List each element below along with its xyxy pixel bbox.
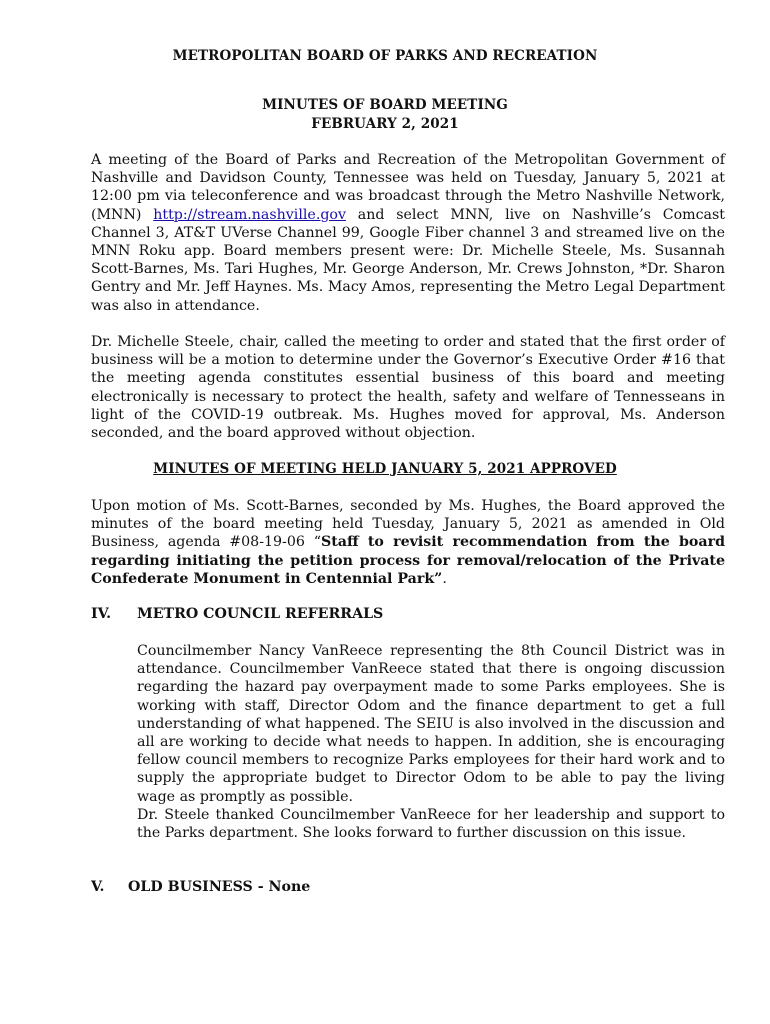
minutes-bold-text: Staff to revisit recommendation from the board regarding initiating the petition process for removal/relocation of the Private Confederate Monument in Centennial Park” — [91, 534, 725, 587]
section-iv-paragraph-1: Councilmember Nancy VanReece representing the 8th Council District was in attendance. Councilmember VanReece stated that there is ongoing discussion regarding the hazard pay overpayment made to some Parks employees. She is working with staff, Director Odom and the finance department to get a full understanding of what happened. The SEIU is also involved in the discussion and all are working to decide what needs to happen. In addition, she is encouraging fellow council members to recognize Parks employees for their hard work and to supply the appropriate budget to Director Odom to be able to pay the living wage as promptly as possible. — [137, 643, 725, 805]
stream-link[interactable]: http://stream.nashville.gov — [153, 206, 346, 223]
minutes-text-1: Upon motion of Ms. Scott-Barnes, seconded by Ms. Hughes, the Board approved the minutes of the board meeting held Tuesday, January 5, 2021 as amended in Old Business, agenda #08-19-06 “ — [91, 498, 725, 551]
minutes-heading — [0, 461, 770, 477]
minutes-paragraph — [91, 497, 725, 588]
minutes-heading-text: MINUTES OF MEETING HELD JANUARY 5, 2021 APPROVED — [153, 461, 617, 477]
intro-paragraph — [91, 151, 725, 315]
section-iv-number: IV. — [91, 606, 112, 622]
meeting-date: FEBRUARY 2, 2021 — [311, 116, 459, 132]
intro-text-1: A meeting of the Board of Parks and Recreation of the Metropolitan Government of Nashville and Davidson County, Tennessee was held on Tuesday, January 5, 2021 at 12:00 pm via teleconference and was broadcast through the Metro Nashville Network, (MNN) — [91, 152, 725, 223]
minutes-text-2: . — [442, 570, 447, 587]
section-v-number: V. — [91, 879, 105, 895]
section-iv-paragraph-2: Dr. Steele thanked Councilmember VanReece for her leadership and support to the Parks department. She looks forward to further discussion on this issue. — [137, 807, 725, 842]
intro-text-2: and select MNN, live on Nashville’s Comcast Channel 3, AT&T UVerse Channel 99, Google Fiber channel 3 and streamed live on the MNN Roku app. Board members present were: Dr. Michelle Steele, Ms. Susannah Scott-Barnes, Ms. Tari Hughes, Mr. George Anderson, Mr. Crews Johnston, *Dr. Sharon Gentry and Mr. Jeff Haynes. Ms. Macy Amos, representing the Metro Legal Department was also in attendance. — [91, 206, 726, 314]
section-v-title: OLD BUSINESS - None — [128, 879, 311, 895]
call-to-order-paragraph: Dr. Michelle Steele, chair, called the meeting to order and stated that the first order of business will be a motion to determine under the Governor’s Executive Order #16 that the meeting agenda constitutes essential business of this board and meeting electronically is necessary to protect the health, safety and welfare of Tennesseans in light of the COVID-19 outbreak. Ms. Hughes moved for approval, Ms. Anderson seconded, and the board approved without objection. — [91, 334, 725, 442]
org-title: METROPOLITAN BOARD OF PARKS AND RECREATION — [172, 48, 598, 64]
document-title: MINUTES OF BOARD MEETING — [262, 97, 508, 113]
section-iv-title: METRO COUNCIL REFERRALS — [137, 606, 384, 622]
